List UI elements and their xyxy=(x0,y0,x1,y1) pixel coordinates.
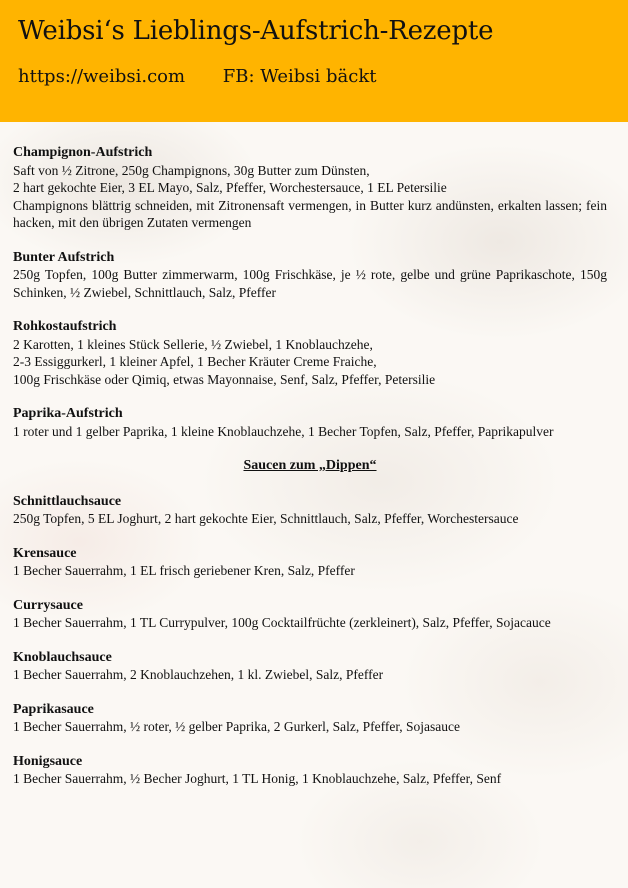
recipe-line: 2 Karotten, 1 kleines Stück Sellerie, ½ Zwiebel, 1 Knoblauchzehe, xyxy=(13,336,373,352)
recipe-line: Champignons blättrig schneiden, mit Zitronensaft vermengen, in Butter kurz andünsten, erkalten lassen; fein hacken, mit den übrigen Zutaten vermengen xyxy=(13,197,607,230)
sauce-curry xyxy=(13,597,607,632)
sauce-kren xyxy=(13,545,607,580)
sauce-line: 250g Topfen, 5 EL Joghurt, 2 hart gekochte Eier, Schnittlauch, Salz, Pfeffer, Worchestersauce xyxy=(13,511,519,526)
website-link[interactable]: https://weibsi.com xyxy=(18,66,186,87)
sauce-title: Currysauce xyxy=(13,597,83,613)
sauce-title: Paprikasauce xyxy=(13,701,94,717)
recipe-champignon xyxy=(13,144,607,232)
sauce-title: Knoblauchsauce xyxy=(13,649,112,665)
sauce-line: 1 Becher Sauerrahm, 1 TL Currypulver, 100g Cocktailfrüchte (zerkleinert), Salz, Pfeffer, Sojacauce xyxy=(13,615,551,630)
sauce-line: 1 Becher Sauerrahm, 1 EL frisch geriebener Kren, Salz, Pfeffer xyxy=(13,563,355,578)
sauce-line: 1 Becher Sauerrahm, 2 Knoblauchzehen, 1 kl. Zwiebel, Salz, Pfeffer xyxy=(13,667,384,682)
recipe-content xyxy=(13,144,607,805)
sauce-honig xyxy=(13,753,607,788)
sauce-title: Honigsauce xyxy=(13,753,83,769)
sauce-schnittlauch xyxy=(13,493,607,528)
recipe-line: 250g Topfen, 100g Butter zimmerwarm, 100g Frischkäse, je ½ rote, gelbe und grüne Paprikaschote, 150g Schinken, ½ Zwiebel, Schnittlauch, Salz, Pfeffer xyxy=(13,267,607,300)
recipe-line: 100g Frischkäse oder Qimiq, etwas Mayonnaise, Senf, Salz, Pfeffer, Petersilie xyxy=(13,371,436,387)
page-title: Weibsi‘s Lieblings-Aufstrich-Rezepte xyxy=(18,16,494,46)
recipe-title: Bunter Aufstrich xyxy=(13,249,115,265)
recipe-title: Champignon-Aufstrich xyxy=(13,145,153,160)
recipe-line: 1 roter und 1 gelber Paprika, 1 kleine Knoblauchzehe, 1 Becher Topfen, Salz, Pfeffer, Paprikapulver xyxy=(13,423,554,439)
sauce-title: Schnittlauchsauce xyxy=(13,493,122,509)
recipe-line: 2-3 Essiggurkerl, 1 kleiner Apfel, 1 Becher Kräuter Creme Fraiche, xyxy=(13,354,377,369)
recipe-line: Saft von ½ Zitrone, 250g Champignons, 30g Butter zum Dünsten, xyxy=(13,162,370,178)
recipe-rohkost xyxy=(13,318,607,388)
header-links xyxy=(18,66,408,87)
recipe-title: Rohkostaufstrich xyxy=(13,319,117,334)
recipe-title: Paprika-Aufstrich xyxy=(13,406,123,421)
sauce-line: 1 Becher Sauerrahm, ½ roter, ½ gelber Paprika, 2 Gurkerl, Salz, Pfeffer, Sojasauce xyxy=(13,719,461,734)
page-header xyxy=(0,0,628,122)
sauces-heading: Saucen zum „Dippen“ xyxy=(243,458,377,473)
sauce-paprika xyxy=(13,701,607,736)
sauce-knoblauch xyxy=(13,649,607,684)
recipe-line: 2 hart gekochte Eier, 3 EL Mayo, Salz, Pfeffer, Worchestersauce, 1 EL Petersilie xyxy=(13,180,447,195)
sauce-line: 1 Becher Sauerrahm, ½ Becher Joghurt, 1 TL Honig, 1 Knoblauchzehe, Salz, Pfeffer, Senf xyxy=(13,771,502,786)
facebook-label: FB: Weibsi bäckt xyxy=(222,66,377,87)
recipe-paprika xyxy=(13,405,607,440)
sauce-title: Krensauce xyxy=(13,545,77,561)
recipe-bunter xyxy=(13,249,607,302)
